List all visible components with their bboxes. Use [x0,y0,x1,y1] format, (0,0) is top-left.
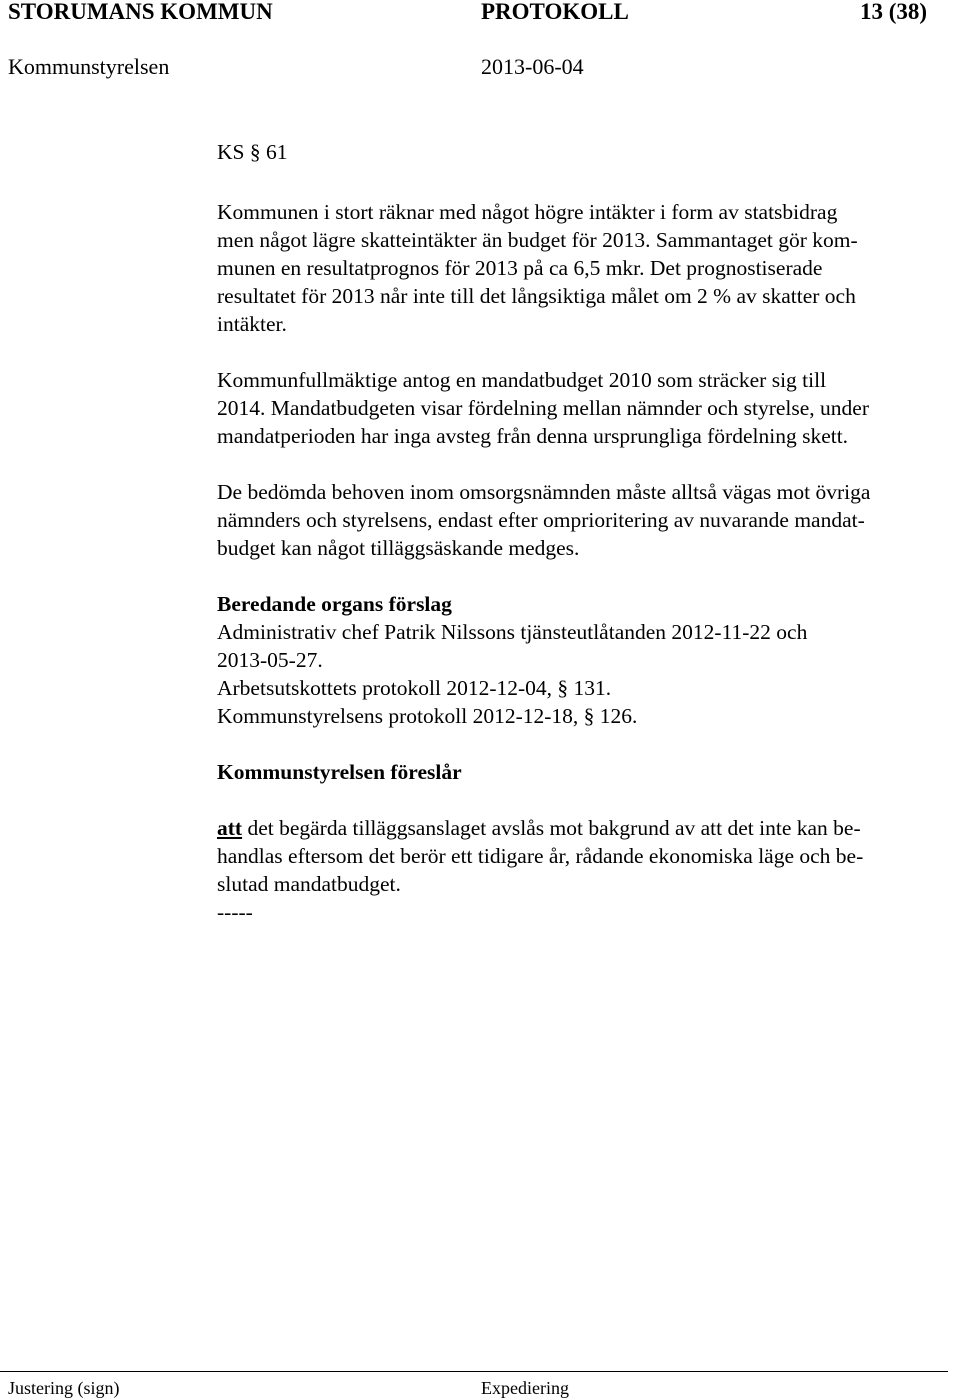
proposal-heading: Beredande organs förslag [217,592,452,616]
line: intäkter. [217,312,287,336]
protocol-body [217,138,947,926]
org-name: STORUMANS KOMMUN [8,0,273,24]
line: det begärda tilläggsanslaget avslås mot bakgrund av att det inte kan be- [242,816,861,840]
line: slutad mandatbudget. [217,872,401,896]
footer-dispatch-label: Expediering [481,1378,569,1398]
line: 2013-05-27. [217,648,323,672]
document-type: PROTOKOLL [481,0,629,24]
line: Kommunen i stort räknar med något högre intäkter i form av statsbidrag [217,200,838,224]
page-number: 13 (38) [860,0,928,24]
line: 2014. Mandatbudgeten visar fördelning mellan nämnder och styrelse, under [217,396,869,420]
proposal-references [217,618,947,730]
decision-keyword: att [217,816,243,840]
decision-heading: Kommunstyrelsen föreslår [217,760,462,784]
end-marker: ----- [217,900,253,924]
paragraph-forecast [217,198,947,338]
paragraph-mandate-budget [217,366,947,450]
line: nämnders och styrelsens, endast efter omprioritering av nuvarande mandat- [217,508,865,532]
line: Kommunfullmäktige antog en mandatbudget 2010 som sträcker sig till [217,368,827,392]
line: budget kan något tilläggsäskande medges. [217,536,580,560]
line: resultatet för 2013 når inte till det långsiktiga målet om 2 % av skatter och [217,284,856,308]
paragraph-needs [217,478,947,562]
footer-signature-label: Justering (sign) [8,1378,120,1398]
section-id: KS § 61 [217,140,288,164]
decision-text [217,814,947,926]
committee-name: Kommunstyrelsen [8,54,170,79]
line: Kommunstyrelsens protokoll 2012-12-18, § 126. [217,704,638,728]
line: munen en resultatprognos för 2013 på ca 6,5 mkr. Det prognostiserade [217,256,823,280]
line: handlas eftersom det berör ett tidigare år, rådande ekonomiska läge och be- [217,844,864,868]
line: men något lägre skatteintäkter än budget för 2013. Sammantaget gör kom- [217,228,858,252]
line: Administrativ chef Patrik Nilssons tjänsteutlåtanden 2012-11-22 och [217,620,808,644]
footer-divider [0,1371,948,1372]
line: De bedömda behoven inom omsorgsnämnden måste alltså vägas mot övriga [217,480,871,504]
meeting-date: 2013-06-04 [481,54,584,79]
line: Arbetsutskottets protokoll 2012-12-04, § 131. [217,676,612,700]
line: mandatperioden har inga avsteg från denna ursprungliga fördelning skett. [217,424,849,448]
